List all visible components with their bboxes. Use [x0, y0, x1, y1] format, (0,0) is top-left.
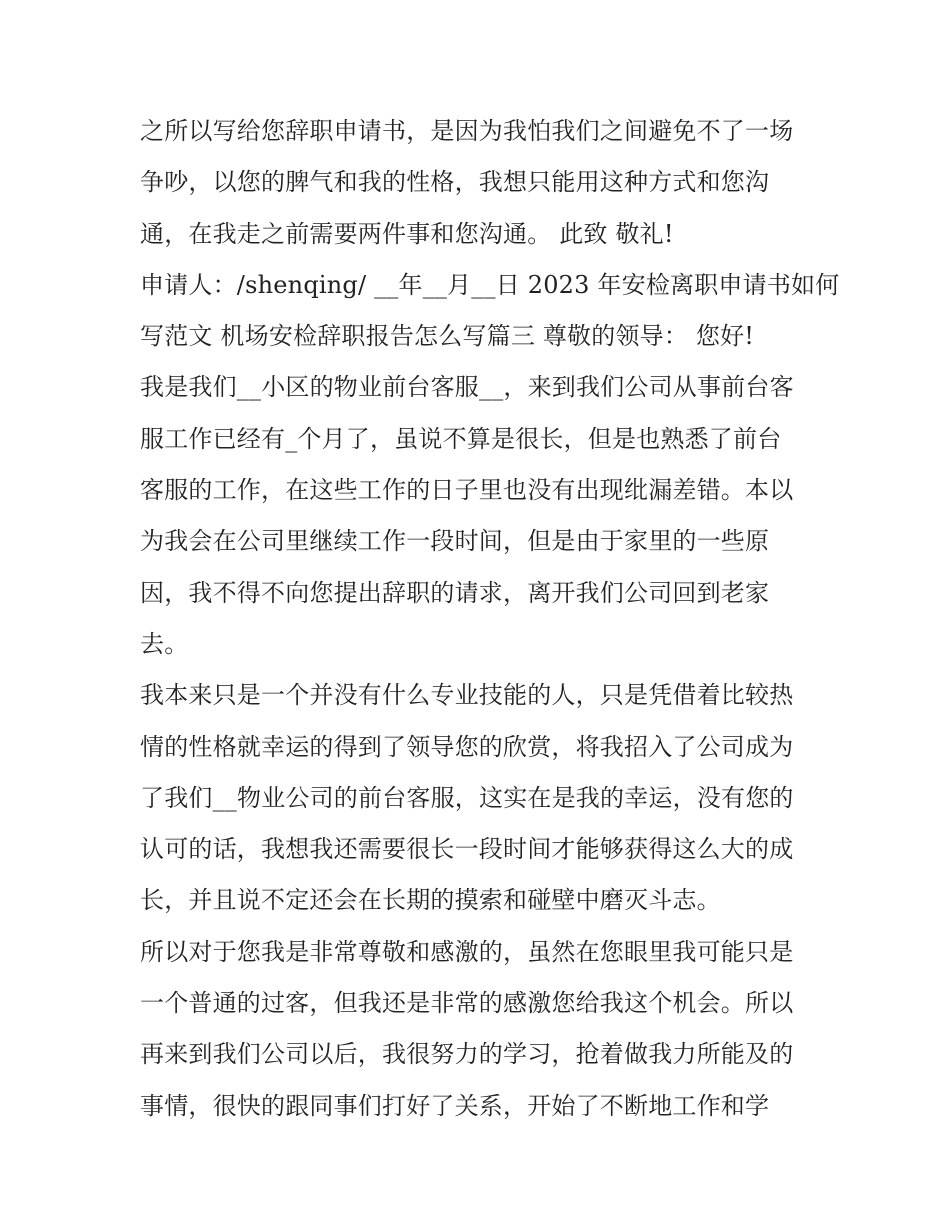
- text-line: 再来到我们公司以后，我很努力的学习，抢着做我力所能及的: [140, 1040, 794, 1069]
- text-line: 为我会在公司里继续工作一段时间，但是由于家里的一些原: [140, 527, 770, 556]
- paragraph-3: [140, 362, 820, 670]
- text-line: 通，在我走之前需要两件事和您沟通。 此致 敬礼!: [140, 219, 674, 248]
- paragraph-4: [140, 670, 820, 926]
- text-line: 写范文 机场安检辞职报告怎么写篇三 尊敬的领导： 您好!: [140, 322, 755, 351]
- text-line: 长，并且说不定还会在长期的摸索和碰壁中磨灭斗志。: [140, 886, 721, 915]
- text-line: 争吵，以您的脾气和我的性格，我想只能用这种方式和您沟: [140, 168, 770, 197]
- text-line: 因，我不得不向您提出辞职的请求，离开我们公司回到老家: [140, 578, 770, 607]
- text-line: 了我们__物业公司的前台客服，这实在是我的幸运，没有您的: [140, 783, 794, 812]
- text-line: 去。: [140, 629, 189, 658]
- text-line: 之所以写给您辞职申请书，是因为我怕我们之间避免不了一场: [140, 117, 794, 145]
- text-line: 一个普通的过客，但我还是非常的感激您给我这个机会。所以: [140, 989, 794, 1018]
- text-line: 事情，很快的跟同事们打好了关系，开始了不断地工作和学: [140, 1091, 770, 1120]
- paragraph-5: [140, 927, 820, 1132]
- text-line: 所以对于您我是非常尊敬和感激的，虽然在您眼里我可能只是: [140, 937, 794, 966]
- text-line: 申请人：/shenqing/ __年__月__日 2023 年安检离职申请书如何: [140, 270, 840, 299]
- text-line: 情的性格就幸运的得到了领导您的欣赏，将我招入了公司成为: [140, 732, 794, 761]
- text-line: 服工作已经有_个月了，虽说不算是很长，但是也熟悉了前台: [140, 424, 782, 453]
- paragraph-1: [140, 106, 820, 260]
- paragraph-2: [140, 260, 840, 363]
- document-page: [140, 106, 840, 1132]
- text-line: 客服的工作，在这些工作的日子里也没有出现纰漏差错。本以: [140, 476, 794, 505]
- text-line: 我本来只是一个并没有什么专业技能的人，只是凭借着比较热: [140, 681, 794, 710]
- text-line: 认可的话，我想我还需要很长一段时间才能够获得这么大的成: [140, 835, 794, 864]
- text-line: 我是我们__小区的物业前台客服__，来到我们公司从事前台客: [140, 373, 794, 402]
